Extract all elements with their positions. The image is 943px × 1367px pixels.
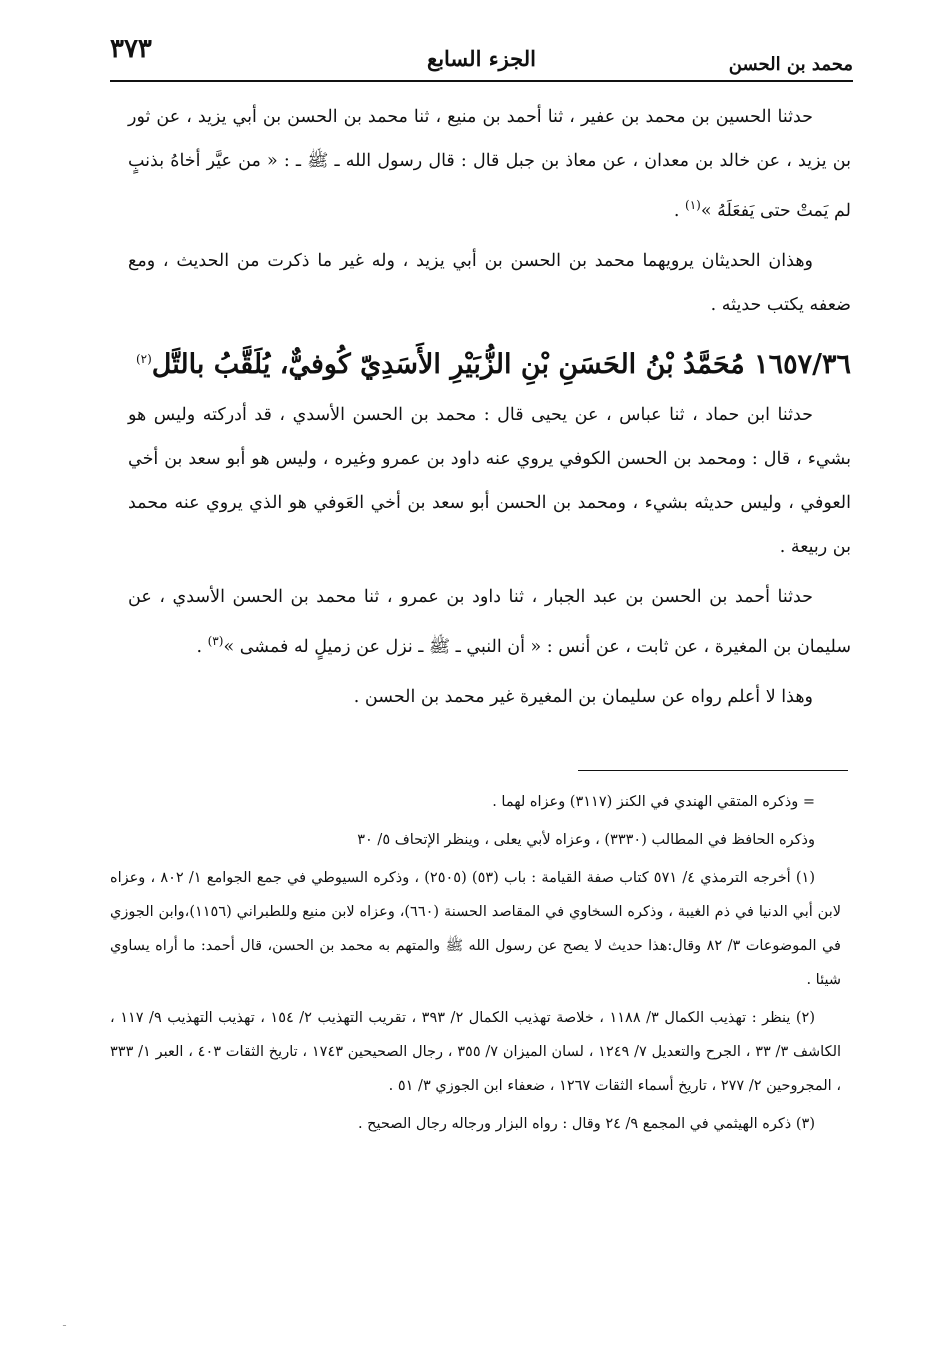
paragraph-text: حدثنا أحمد بن الحسن بن عبد الجبار ، ثنا داود بن عمرو ، ثنا محمد بن الحسن الأسدي ، عن سليمان بن المغيرة ، عن ثابت ، عن أنس : « أن النبي ـ ﷺ ـ نزل عن زميلٍ له فمشى » xyxy=(128,586,851,657)
footnote-3: (٣) ذكره الهيثمي في المجمع ٩/ ٢٤ وقال : رواه البزار ورجاله رجال الصحيح . xyxy=(357,1116,815,1132)
paragraph-end: . xyxy=(673,200,686,221)
footnote-ref-1: (١) xyxy=(685,198,701,212)
paragraph-comment-1 xyxy=(128,239,851,327)
paragraph-text: وهذا لا أعلم رواه عن سليمان بن المغيرة غير محمد بن الحسن . xyxy=(353,686,813,707)
entry-heading-text: ١٦٥٧/٣٦ مُحَمَّدُ بْنُ الحَسَنِ بْنِ الزُّبَيْرِ الأَسَدِيّ كُوفيٌّ، يُلَقَّبُ بالتَّل xyxy=(151,348,851,380)
main-text xyxy=(128,95,851,725)
footnote-continued-2: وذكره الحافظ في المطالب (٣٣٣٠) ، وعزاه لأبي يعلى ، وينظر الإتحاف ٥/ ٣٠ xyxy=(357,832,815,848)
entry-heading xyxy=(128,333,851,391)
paragraph-text: حدثنا ابن حماد ، ثنا عباس ، عن يحيى قال : محمد بن الحسن الأسدي ، قد أدركته وليس هو بشيء ، قال : ومحمد بن الحسن الكوفي يروي عنه داود بن عمرو وغيره ، وليس هو أبو سعد بن أخي العوفي ، وليس حديثه بشيء ، ومحمد بن الحسن أبو سعد بن أخي العَوفي هو الذي يروي عنه محمد بن ربيعة . xyxy=(128,404,851,557)
footnote-1: (١) أخرجه الترمذي ٤/ ٥٧١ كتاب صفة القيامة : باب (٥٣) (٢٥٠٥) ، وذكره السيوطي في جمع الجوامع ١/ ٨٠٢ ، وعزاه لابن أبي الدنيا في ذم الغيبة ، وذكره السخاوي في المقاصد الحسنة (٦٦٠)، وعزاه لابن منيع وللطبراني (١١٥٦)،وابن الجوزي في الموضوعات ٣/ ٨٢ وقال:هذا حديث لا يصح عن رسول الله ﷺ والمتهم به محمد بن الحسن، قال أحمد: ما أراه يساوي شيئا . xyxy=(110,870,842,988)
paragraph-end: . xyxy=(196,636,208,657)
paragraph-hadith-2 xyxy=(128,575,851,669)
header-rule xyxy=(110,80,853,82)
footnote-continued-1: = وذكره المتقي الهندي في الكنز (٣١١٧) وعزاه لهما . xyxy=(492,794,815,810)
footnote-ref-3: (٣) xyxy=(207,633,224,648)
running-title: محمد بن الحسن xyxy=(728,54,853,75)
paragraph-text: وهذان الحديثان يرويهما محمد بن الحسن بن أبي يزيد ، وله غير ما ذكرت من الحديث ، ومع ضعفه يكتب حديثه . xyxy=(128,250,851,315)
page-number: ٣٧٣ xyxy=(110,34,152,64)
footnote-ref-2: (٢) xyxy=(135,351,152,366)
footnote-rule xyxy=(578,770,848,771)
footnote-2: (٢) ينظر : تهذيب الكمال ٣/ ١١٨٨ ، خلاصة تهذيب الكمال ٢/ ٣٩٣ ، تقريب التهذيب ٢/ ١٥٤ ، تهذيب التهذيب ٩/ ١١٧ ، الكاشف ٣/ ٣٣ ، الجرح والتعديل ٧/ ١٢٤٩ ، لسان الميزان ٧/ ٣٥٥ ، رجال الصحيحين ١٧٤٣ ، تاريخ الثقات ٤٠٣ ، العبر ١/ ٣٣٣ ، المجروحين ٢/ ٢٧٧ ، تاريخ أسماء الثقات ١٢٦٧ ، ضعفاء ابن الجوزي ٣/ ٥١ . xyxy=(110,1010,842,1094)
footnotes xyxy=(110,785,841,1145)
volume-label: الجزء السابع xyxy=(427,46,536,71)
running-header xyxy=(110,30,853,78)
paragraph-comment-2 xyxy=(128,675,851,719)
margin-mark: ـ xyxy=(63,1318,66,1329)
paragraph-text: حدثنا الحسين بن محمد بن عفير ، ثنا أحمد بن منيع ، ثنا محمد بن الحسن بن أبي يزيد ، عن ثور بن يزيد ، عن خالد بن معدان ، عن معاذ بن جبل قال : قال رسول الله ـ ﷺ ـ : « من عيَّر أخاهُ بذنبٍ لم يَمتْ حتى يَفعَلَهُ » xyxy=(128,107,851,221)
paragraph-hadith-1 xyxy=(128,95,851,233)
paragraph-narration-1 xyxy=(128,393,851,569)
